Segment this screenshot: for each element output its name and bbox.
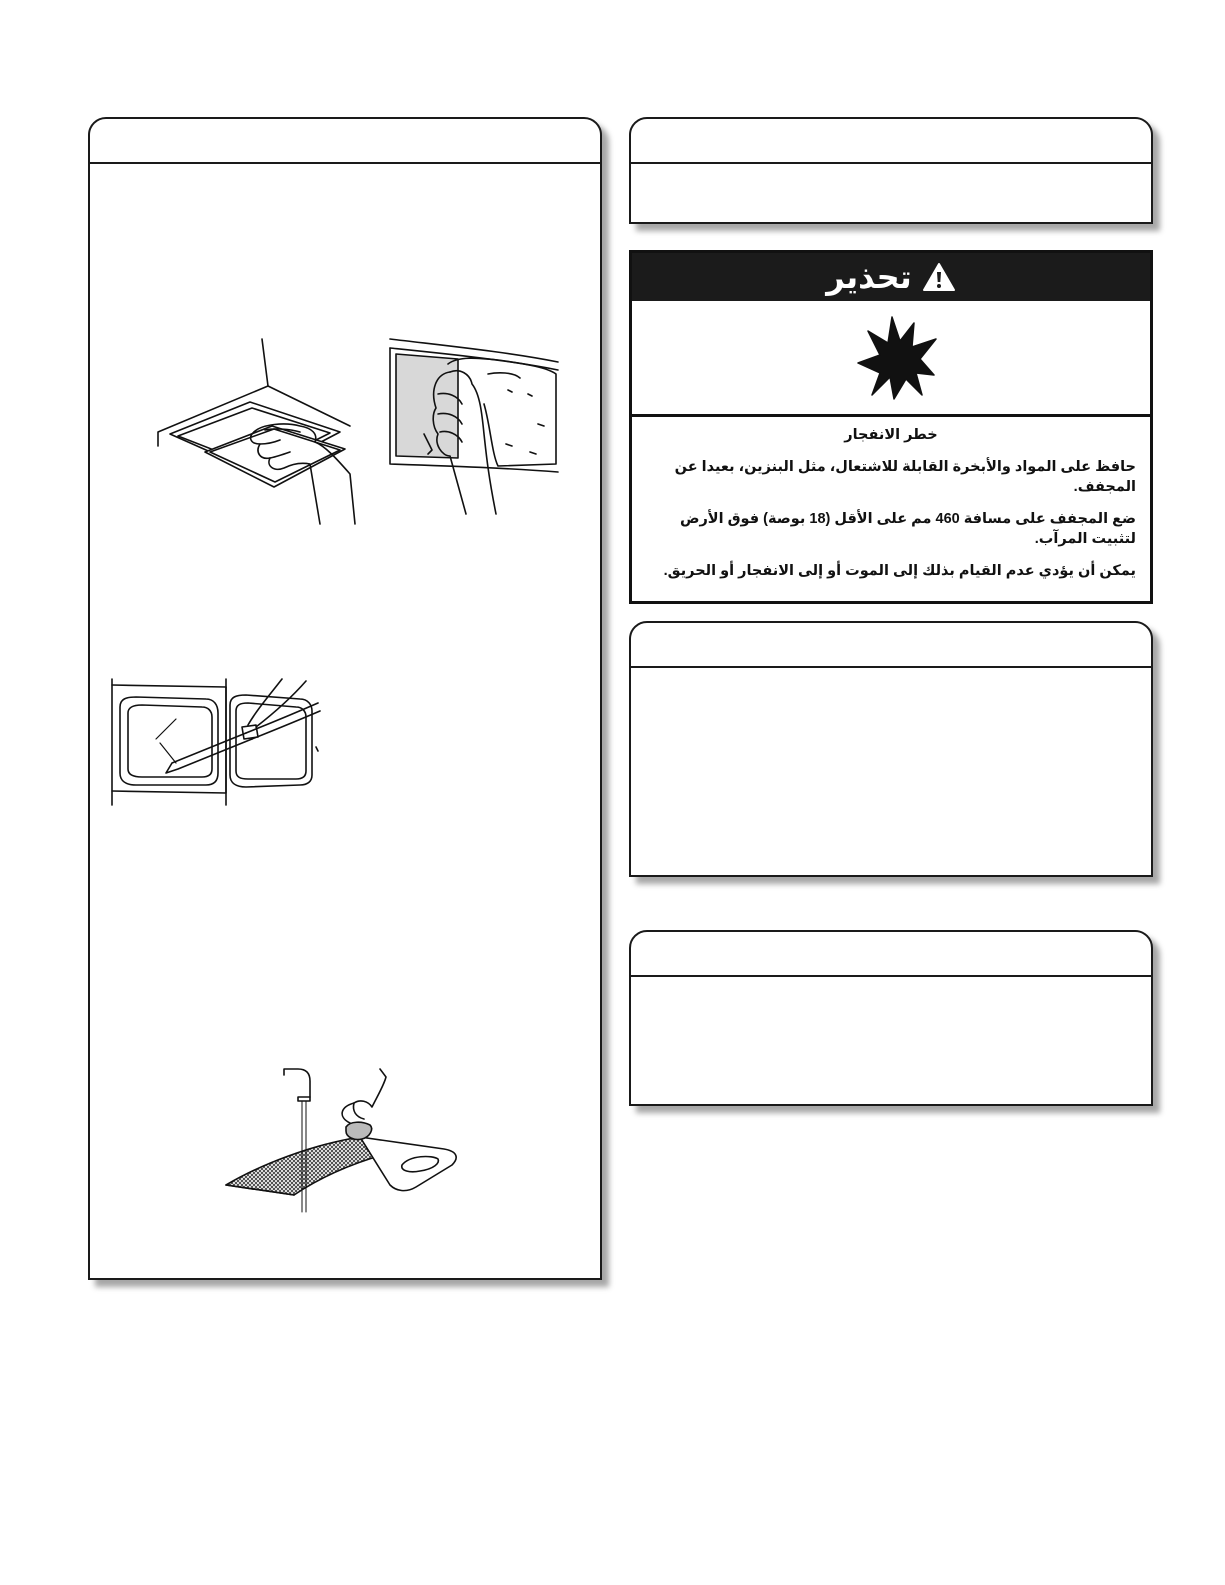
panel-header (631, 119, 1151, 164)
panel-header (631, 932, 1151, 977)
warning-line: ضع المجفف على مسافة 460 مم على الأقل (18 بوصة) فوق الأرض لتثبيت المرآب. (679, 511, 1136, 547)
warning-box (629, 250, 1153, 604)
warning-triangle-icon (922, 262, 956, 292)
info-panel-right-bottom (629, 930, 1153, 1106)
hazard-heading: خطر الانفجار (844, 427, 938, 443)
warning-line: يمكن أن يؤدي عدم القيام بذلك إلى الموت أو إلى الانفجار أو الحريق. (663, 563, 1136, 579)
washing-lint-screen-illustration (220, 1067, 470, 1212)
panel-header (631, 623, 1151, 668)
warning-title: تحذير (826, 259, 912, 295)
warning-text (646, 425, 1136, 593)
warning-line: حافظ على المواد والأبخرة القابلة للاشتعال، مثل البنزين، بعيدا عن المجفف. (674, 459, 1136, 495)
vacuuming-drum-illustration (106, 677, 326, 807)
wiping-dryer-top-illustration (150, 334, 370, 524)
panel-header (90, 119, 600, 164)
maintenance-panel-left (88, 117, 602, 1280)
info-panel-right-top (629, 117, 1153, 224)
explosion-icon (854, 313, 938, 401)
cleaning-lint-filter-slot-illustration (388, 334, 560, 514)
warning-header (632, 253, 1150, 301)
warning-symbol-area (632, 301, 1150, 417)
info-panel-right-middle (629, 621, 1153, 877)
